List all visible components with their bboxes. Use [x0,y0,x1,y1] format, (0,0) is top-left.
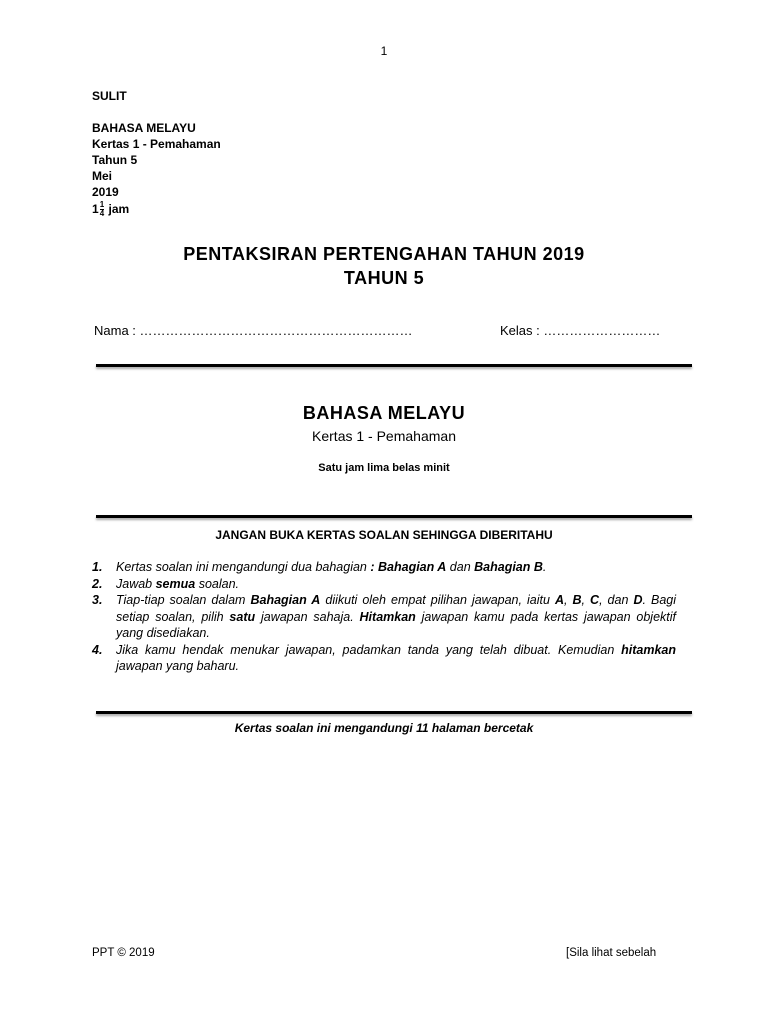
duration-numerator: 1 [99,200,105,210]
divider [96,364,692,367]
instruction-item: 1. Kertas soalan ini mengandungi dua bahagian : Bahagian A dan Bahagian B. [92,560,547,574]
divider [96,515,692,518]
header-block [92,88,221,218]
duration-whole: 1 [92,202,99,216]
duration-denominator: 4 [99,209,105,219]
instruction-item: 4. Jika kamu hendak menukar jawapan, padamkan tanda yang telah dibuat. Kemudian hitamkan jawapan yang baharu. [92,642,676,673]
page-number: 1 [380,44,388,58]
header-duration [92,201,221,218]
subject-title: BAHASA MELAYU [302,403,466,423]
exam-title: PENTAKSIRAN PERTENGAHAN TAHUN 2019 [183,244,585,264]
header-year: 2019 [92,185,119,199]
duration-fraction [100,201,104,218]
paper-title: Kertas 1 - Pemahaman [312,428,456,444]
header-month: Mei [92,169,113,183]
duration-unit: jam [108,202,130,216]
divider [96,711,692,714]
header-year-level: Tahun 5 [92,153,138,167]
instruction-item: 3. Tiap-tiap soalan dalam Bahagian A diikuti oleh empat pilihan jawapan, iaitu A, B, C, dan D. Bagi setiap soalan, pilih satu jawapan sahaja. Hitamkan jawapan kamu pada kertas jawapan objektif yang disediakan. [92,593,677,640]
duration-text: Satu jam lima belas minit [318,462,450,474]
warning-text: JANGAN BUKA KERTAS SOALAN SEHINGGA DIBERITAHU [215,528,553,542]
instructions [92,559,676,675]
page-count-note: Kertas soalan ini mengandungi 11 halaman bercetak [234,721,534,735]
exam-level: TAHUN 5 [343,268,425,288]
instruction-item: 2. Jawab semua soalan. [92,576,239,591]
classification: SULIT [92,89,127,103]
class-field: Kelas : ……………………… [500,323,661,338]
footer-copyright: PPT © 2019 [92,947,155,959]
footer-turn-page: [Sila lihat sebelah [566,947,657,959]
header-paper: Kertas 1 - Pemahaman [92,137,221,151]
header-subject: BAHASA MELAYU [92,121,196,135]
name-field: Nama : ……………………………………………………… [94,323,413,338]
